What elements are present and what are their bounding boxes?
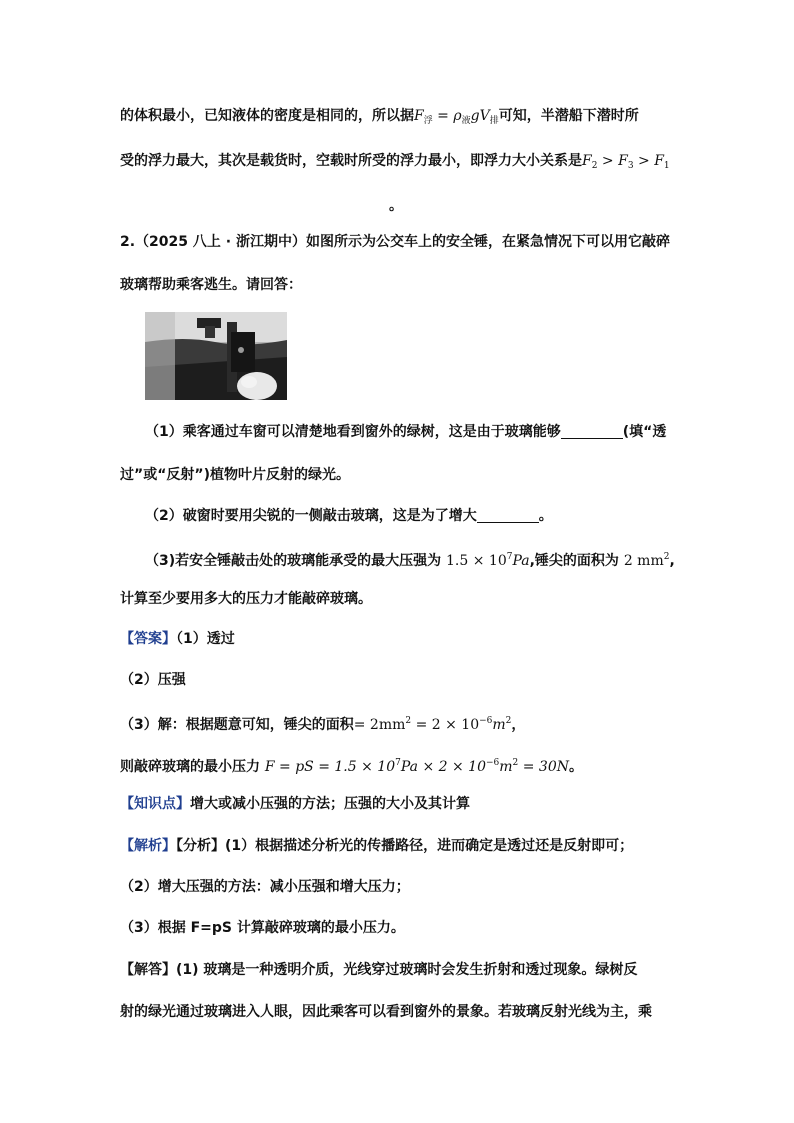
analysis-line: （2）增大压强的方法：减小压强和增大压力； xyxy=(120,879,410,895)
sub-question-1: （1）乘客通过车窗可以清楚地看到窗外的绿树，这是由于玻璃能够 (填“透 xyxy=(145,424,667,440)
analysis-line: （3）根据 F=pS 计算敲碎玻璃的最小压力。 xyxy=(120,920,405,936)
sub-question-3-cont: 计算至少要用多大的压力才能敲碎玻璃。 xyxy=(120,591,372,607)
sub-question-1-cont: 过”或“反射”)植物叶片反射的绿光。 xyxy=(120,467,351,483)
analysis-line: 【解析】【分析】(1）根据描述分析光的传播路径，进而确定是透过还是反射即可； xyxy=(120,838,634,854)
answer-line: 则敲碎玻璃的最小压力 F = pS = $1.5 \times 10^7Pa \times 2 \times 10^{-6}m^2 = 30N$。 xyxy=(120,758,583,775)
question-intro: 2.（2025 八上 · 浙江期中）如图所示为公交车上的安全锤，在紧急情况下可以用它敲碎 xyxy=(120,234,670,250)
answer-blank[interactable] xyxy=(561,424,623,439)
force-relation: $F_2 > F_3 > F_1$ xyxy=(582,153,670,171)
knowledge-tag: 【知识点】 xyxy=(120,796,190,812)
answer-line: （3）解：根据题意可知，锤尖的面积= $2mm^2 = 2 \times 10^{-6}m^2$， xyxy=(120,716,526,733)
knowledge-line: 【知识点】增大或减小压强的方法；压强的大小及其计算 xyxy=(120,796,470,812)
text-span: 受的浮力最大，其次是载货时，空载时所受的浮力最小，即浮力大小关系是 xyxy=(120,153,582,169)
paragraph-line xyxy=(120,151,670,176)
paragraph-line xyxy=(120,106,639,131)
answer-line: 【答案】（1）透过 xyxy=(120,631,235,647)
analysis-line: 【解答】(1) 玻璃是一种透明介质，光线穿过玻璃时会发生折射和透过现象。绿树反 xyxy=(120,962,638,978)
answer-blank[interactable] xyxy=(477,508,539,523)
buoyancy-formula: $F_浮 = \rho_液gV_排$ xyxy=(414,108,499,126)
safety-hammer-photo xyxy=(145,312,287,400)
analysis-line: 射的绿光通过玻璃进入人眼，因此乘客可以看到窗外的景象。若玻璃反射光线为主，乘 xyxy=(120,1004,652,1020)
sub-question-3: （3)若安全锤敲击处的玻璃能承受的最大压强为 $1.5 \times 10^7Pa$,锤尖的面积为 2 $mm^2$, xyxy=(145,552,675,569)
sub-question-2: （2）破窗时要用尖锐的一侧敲击玻璃，这是为了增大 。 xyxy=(145,508,553,524)
answer-tag: 【答案】 xyxy=(120,631,176,647)
safety-hammer-image xyxy=(145,312,287,400)
question-intro: 玻璃帮助乘客逃生。请回答： xyxy=(120,277,302,293)
answer-line: （2）压强 xyxy=(120,672,186,688)
paragraph-line: 。 xyxy=(389,198,403,214)
text-span: 的体积最小，已知液体的密度是相同的，所以据 xyxy=(120,108,414,124)
analysis-tag: 【解析】 xyxy=(120,838,176,854)
text-span: 可知，半潜船下潜时所 xyxy=(498,108,639,124)
